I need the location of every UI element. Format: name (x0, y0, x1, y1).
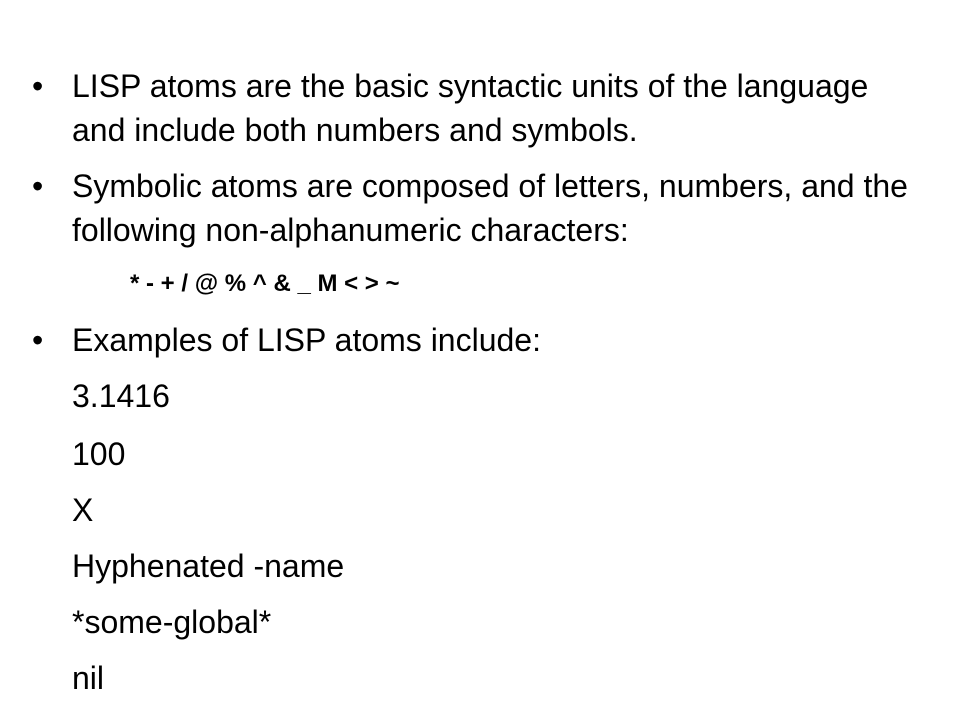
example-atom: Hyphenated -name (72, 548, 345, 584)
example-atom: *some-global* (72, 604, 272, 640)
bullet-marker: • (32, 68, 44, 104)
example-atom: 3.1416 (72, 378, 170, 414)
example-atom: X (72, 492, 94, 528)
example-atom: 100 (72, 436, 126, 472)
bullet-item-examples-heading (32, 318, 922, 362)
bullet-marker: • (32, 168, 44, 204)
bullet-text: Symbolic atoms are composed of letters, numbers, and the following non-alphanumeric characters: (72, 168, 908, 248)
bullet-marker: • (32, 322, 44, 358)
bullet-item-symbolic-atoms (32, 164, 922, 252)
bullet-text: Examples of LISP atoms include: (72, 322, 541, 358)
bullet-text: LISP atoms are the basic syntactic units of the language and include both numbers and symbols. (72, 68, 869, 148)
special-characters-list: * - + / @ % ^ & _ M < > ~ (130, 270, 400, 297)
example-atom: nil (72, 660, 105, 696)
bullet-item-atoms-definition (32, 64, 922, 152)
